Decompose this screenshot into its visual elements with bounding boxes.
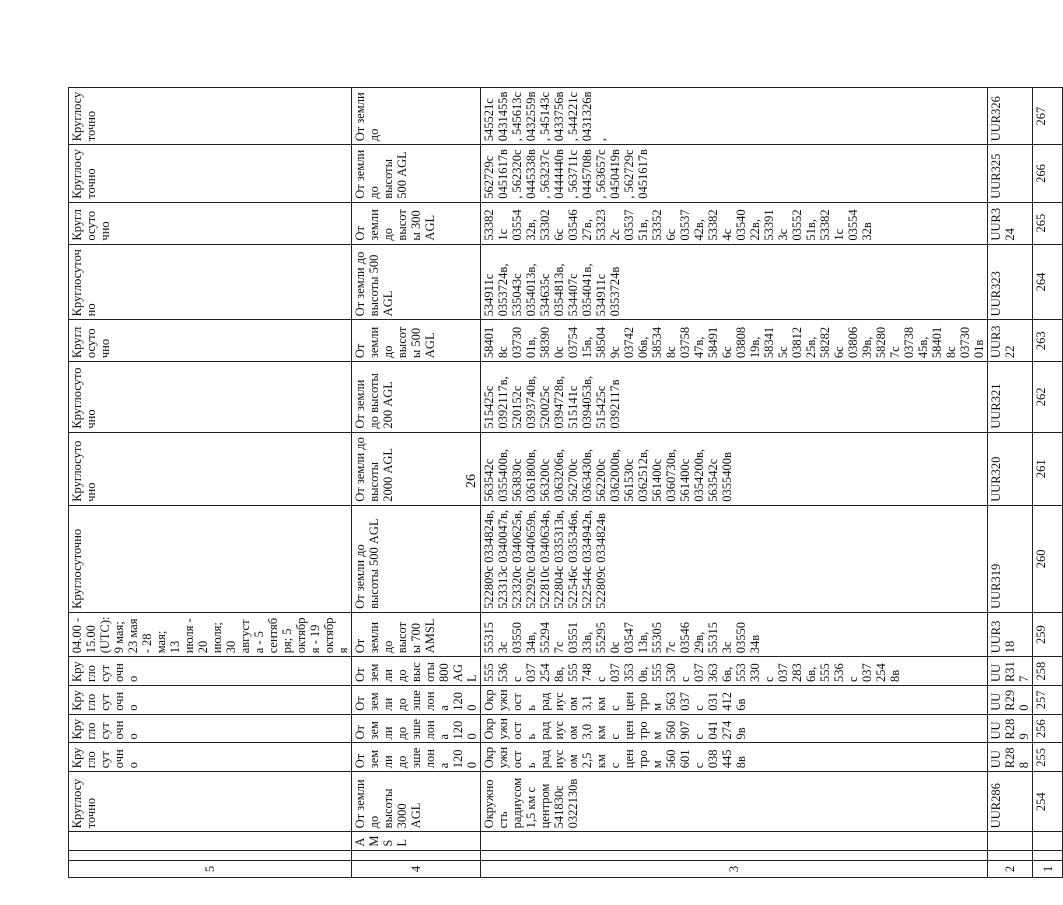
- cell-code: UUR288: [988, 743, 1033, 772]
- cell-altitude: От земли до высоты 200 AGL: [352, 362, 481, 433]
- spacer-cell: [352, 850, 481, 860]
- cell-area: 522809с 0334824в, 523313с 0340047в, 523320с 0340625в, 522920с 0340659в, 522810с 0340634в, 522804с 0335313в, 522546с 0335346в, 522544с 0334942в, 522809с 0334824в: [481, 505, 988, 612]
- cell-num: 255: [1033, 743, 1063, 772]
- cell-code: UUR324: [988, 202, 1033, 244]
- field-row-time: [69, 59, 352, 878]
- cell-time: Круглосуточно: [69, 202, 352, 244]
- cell-altitude: От земли до высоты 500 AGL: [352, 505, 481, 612]
- cell-num: 258: [1033, 657, 1063, 686]
- cell-num: 263: [1033, 320, 1063, 362]
- cell-num: 257: [1033, 686, 1063, 715]
- cell-time: Круглосуточно: [69, 505, 352, 612]
- cell-code: UUR318: [988, 612, 1033, 656]
- cell-area: Окружность радиусом 2,5 км с центром 560601с 0384458в: [481, 743, 988, 772]
- cell-altitude: От земли до высоты 2000 AGL: [352, 432, 481, 505]
- cell-area: 515425с 0392117в, 520152с 0393740в, 520025с 0394728в, 515141с 0394053в, 515425с 0392117в: [481, 362, 988, 433]
- spacer-cell: [481, 850, 988, 860]
- header-cell: 4: [352, 861, 481, 878]
- cell-altitude: От земли до высоты 500 AGL: [352, 320, 481, 362]
- cell-num: 264: [1033, 244, 1063, 320]
- cell-time: Круглосуточно: [69, 432, 352, 505]
- header-cell: 1: [1033, 861, 1063, 878]
- cell-code: UUR290: [988, 686, 1033, 715]
- continuation-cell: [1033, 832, 1063, 850]
- cell-altitude: От земли до высоты 700 AMSL: [352, 612, 481, 656]
- header-cell: 3: [481, 861, 988, 878]
- cell-code: UUR286: [988, 772, 1033, 832]
- cell-area: 563542с 0355400в, 563830с 0361800в, 563200с 0363206в, 562700с 0363430в, 562200с 0362000в, 561530с 0362512в, 561400с 0360730в, 561400с 0354200в, 563542с 0355400в: [481, 432, 988, 505]
- cell-time: 04.00 - 15.00 (UTC): 9 мая; 23 мая - 28 мая; 13 июля - 20 июля; 30 августа - 5 сентября; 5 октября - 19 октября: [69, 612, 352, 656]
- cell-time: Круглосуточно: [69, 145, 352, 202]
- cell-area: 533821с 0355432в, 533026с 0354627в, 533232с 0353751в, 533526с 0353742в, 533824с 0354022в, 533913с 0355251в, 533821с 0355432в: [481, 202, 988, 244]
- cell-area: Окружность радиусом 3,0 км с центром 560907с 0412749в: [481, 714, 988, 743]
- cell-area: 545521с 0431455в, 545613с 0432559в, 545143с 0433756в, 544221с 0431326в,: [481, 87, 988, 144]
- cell-num: 266: [1033, 145, 1063, 202]
- cell-code: UUR323: [988, 244, 1033, 320]
- cell-altitude: От земли до высоты 500 AGL: [352, 244, 481, 320]
- cell-altitude: От земли до высоты 800 AGL: [352, 657, 481, 686]
- cell-altitude: От земли до эшелона 1200: [352, 686, 481, 715]
- cell-area: 534911с 0353724в, 535043с 0354013в, 534635с 0354813в, 534407с 0354041в, 534911с 0353724в: [481, 244, 988, 320]
- field-row-num: [1033, 59, 1063, 878]
- cell-code: UUR317: [988, 657, 1033, 686]
- cell-altitude: От земли до высоты 300 AGL: [352, 202, 481, 244]
- cell-num: 262: [1033, 362, 1063, 433]
- cell-altitude: От земли до высоты 3000 AGL: [352, 772, 481, 832]
- cell-altitude: От земли до: [352, 87, 481, 144]
- cell-code: UUR319: [988, 505, 1033, 612]
- cell-num: 260: [1033, 505, 1063, 612]
- cell-code: UUR325: [988, 145, 1033, 202]
- cell-num: 256: [1033, 714, 1063, 743]
- cell-num: 254: [1033, 772, 1063, 832]
- cell-time: Круглосуточно: [69, 772, 352, 832]
- cell-num: 261: [1033, 432, 1063, 505]
- cell-area: 555536с 0372548в, 555748с 0373530в, 555530с 0373636в, 553330с 0372836в, 555536с 0372548в: [481, 657, 988, 686]
- cell-num: 267: [1033, 87, 1063, 144]
- page-number: 26: [464, 474, 479, 488]
- cell-code: UUR322: [988, 320, 1033, 362]
- cell-num: 259: [1033, 612, 1063, 656]
- cell-num: 265: [1033, 202, 1063, 244]
- cell-area: 584018с 0373001в, 583900с 0375415в, 585049с 0374206в, 585348с 0375847в, 584916с 0380819в, 583415с 0381225в, 582826с 0380639в, 582807с 0373845в, 584018с 0373001в: [481, 320, 988, 362]
- cell-area: Окружность радиусом 1,5 км с центром 541830с 0322130в: [481, 772, 988, 832]
- cell-time: Круглосуточно: [69, 743, 352, 772]
- cell-area: 553153с 0355034в, 552947с 0355133в, 552950с 0354713в, 553057с 0354629в, 553153с 0355034в: [481, 612, 988, 656]
- cell-code: UUR321: [988, 362, 1033, 433]
- cell-code: UUR320: [988, 432, 1033, 505]
- field-row-code: [988, 59, 1033, 878]
- field-row-area: [481, 59, 988, 878]
- cell-altitude: От земли до эшелона 1200: [352, 714, 481, 743]
- header-cell: 5: [69, 861, 352, 878]
- continuation-cell: [481, 832, 988, 850]
- cell-time: Круглосуточно: [69, 686, 352, 715]
- data-table: [68, 58, 1063, 878]
- cell-area: Окружность радиусом 3,1 км с центром 563037с 0314126в: [481, 686, 988, 715]
- cell-altitude: От земли до эшелона 1200: [352, 743, 481, 772]
- spacer-cell: [1033, 850, 1063, 860]
- continuation-cell: [69, 832, 352, 850]
- cell-area: 562729с 0451617в, 562320с 0445338в, 563237с 0444440в, 563711с 0445708в, 563657с 0450419в, 562729с 0451617в: [481, 145, 988, 202]
- cell-time: Круглосуточно: [69, 87, 352, 144]
- rotated-table-page: [68, 58, 1055, 878]
- cell-code: UUR289: [988, 714, 1033, 743]
- cell-altitude: От земли до высоты 500 AGL: [352, 145, 481, 202]
- cell-time: Круглосуточно: [69, 362, 352, 433]
- continuation-cell: AMSL: [352, 832, 481, 850]
- cell-time: Круглосуточно: [69, 320, 352, 362]
- field-row-altitude: [352, 59, 481, 878]
- header-cell: 2: [988, 861, 1033, 878]
- continuation-cell: [988, 832, 1033, 850]
- cell-time: Круглосуточно: [69, 244, 352, 320]
- cell-time: Круглосуточно: [69, 657, 352, 686]
- cell-time: Круглосуточно: [69, 714, 352, 743]
- spacer-cell: [988, 850, 1033, 860]
- spacer-cell: [69, 850, 352, 860]
- cell-code: UUR326: [988, 87, 1033, 144]
